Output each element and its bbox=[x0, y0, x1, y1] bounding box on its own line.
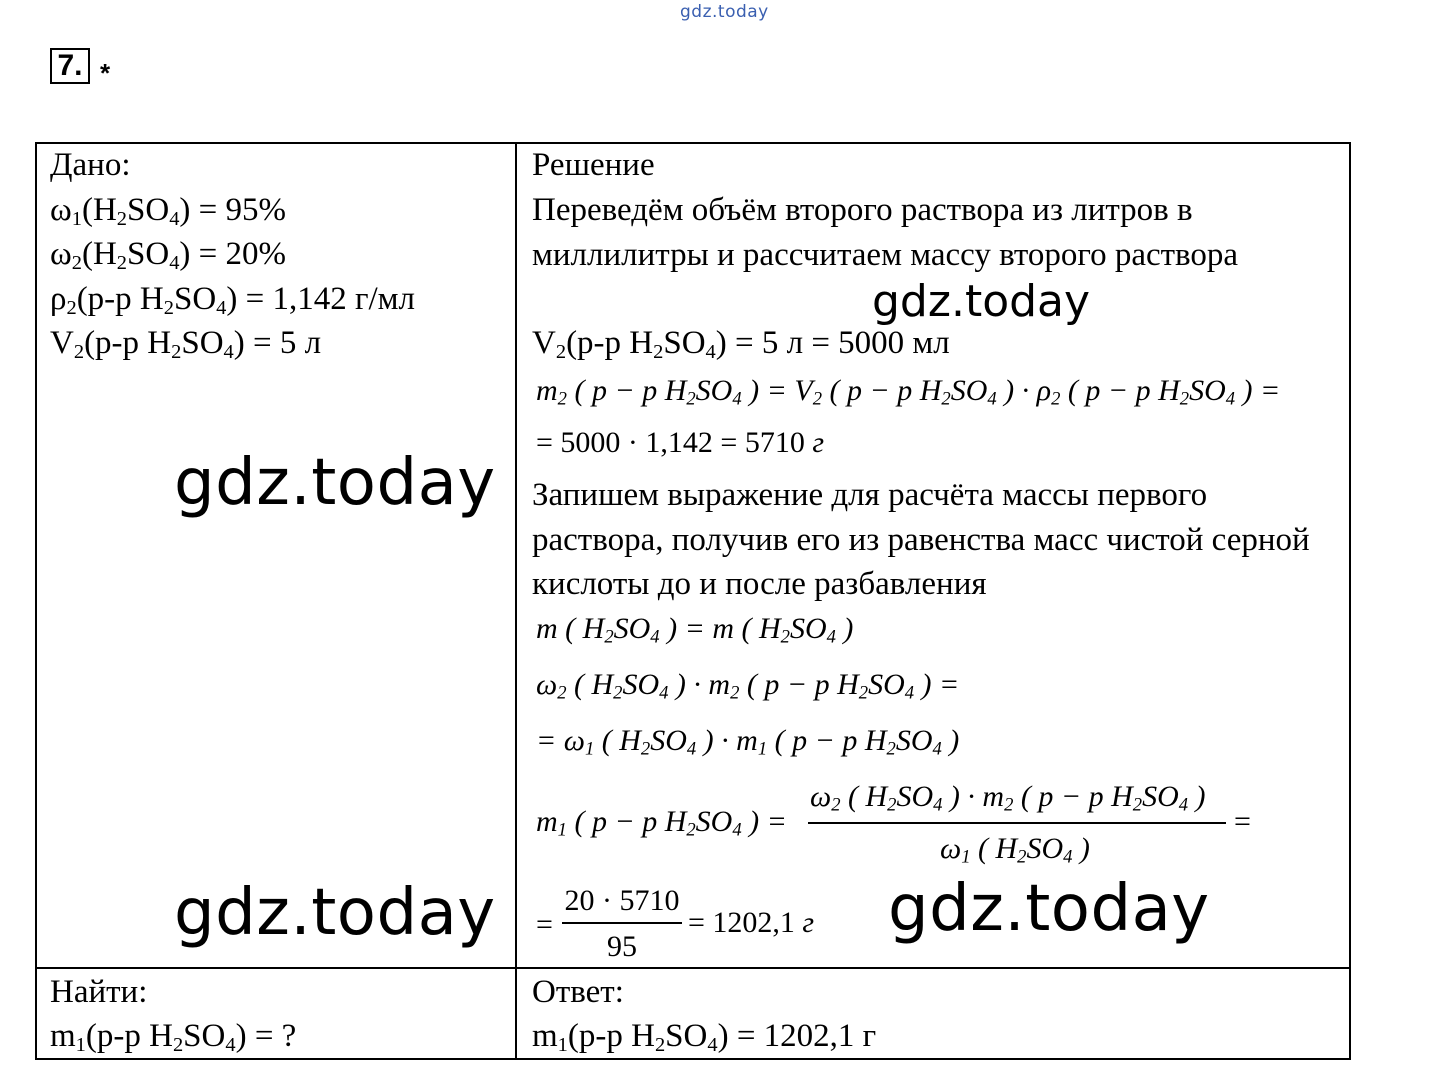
problem-number: 7. bbox=[50, 48, 90, 84]
find-heading: Найти: bbox=[50, 974, 148, 1010]
given-line-density: $\rho_2(р-р$ $H_2SO_4) = 1,142$ г/мл bbox=[50, 281, 416, 320]
solution-text-1: Переведём объём второго раствора из литров в миллилитры и рассчитаем массу второго раствора bbox=[532, 192, 1239, 273]
equation-m1-denominator: $\omega_1$ ( $H_2SO_4$ ) bbox=[940, 832, 1090, 868]
equation-m1-tail: = bbox=[1234, 805, 1251, 838]
difficulty-mark: * bbox=[100, 58, 111, 88]
answer-heading: Ответ: bbox=[532, 974, 624, 1010]
equation-omega-line-1: $\omega_2$ ( $H_2SO_4$ ) · $m_2$ ( p − p $H_2SO_4$ ) = bbox=[536, 668, 960, 704]
equation-m1-left: $m_1$ ( p − p $H_2SO_4$ ) = bbox=[536, 805, 787, 841]
equation-final-result: = 1202,1 г bbox=[688, 906, 815, 939]
equation-final-prefix: = bbox=[536, 908, 553, 941]
find-line: $m_1(р-р$ $H_2SO_4$) = ? bbox=[50, 1018, 297, 1057]
equation-final-numerator: 20 · 5710 bbox=[564, 884, 680, 917]
equation-m1-fraction-bar bbox=[808, 822, 1226, 824]
given-line-omega2: $\omega_2(H_2SO_4) = 20\%$ bbox=[50, 236, 286, 275]
solution-text-2: Запишем выражение для расчёта массы первого раствора, получив его из равенства масс чистой серной кислоты до и после разбавления bbox=[532, 477, 1310, 602]
table-row-divider bbox=[35, 967, 1351, 969]
equation-m1-numerator: $\omega_2$ ( $H_2SO_4$ ) · $m_2$ ( p − p $H_2SO_4$ ) bbox=[810, 780, 1206, 816]
given-line-volume: $V_2(р-р$ $H_2SO_4) = 5$ л bbox=[50, 325, 322, 364]
solution-heading: Решение bbox=[532, 147, 655, 183]
watermark-left-middle: gdz.today bbox=[174, 446, 496, 520]
equation-omega-line-2: = $\omega_1$ ( $H_2SO_4$ ) · $m_1$ ( p − p $H_2SO_4$ ) bbox=[536, 724, 960, 760]
table-column-divider bbox=[515, 142, 517, 1060]
equation-mass-equality: m ( $H_2SO_4$ ) = m ( $H_2SO_4$ ) bbox=[536, 612, 854, 648]
given-line-omega1: $\omega_1(H_2SO_4) = 95\%$ bbox=[50, 192, 286, 231]
answer-line: $m_1(р-р$ $H_2SO_4) = 1202,1$ г bbox=[532, 1018, 877, 1057]
watermark-mid: gdz.today bbox=[872, 276, 1091, 327]
equation-mass-2-result: = 5000 · 1,142 = 5710 г bbox=[536, 426, 825, 459]
equation-mass-2: $m_2$ ( p − p $H_2SO_4$ ) = $V_2$ ( p − p $H_2SO_4$ ) · $\rho_2$ ( p − p $H_2SO_4$ ) = bbox=[536, 374, 1281, 410]
watermark-right-bottom: gdz.today bbox=[888, 872, 1210, 946]
equation-final-denominator: 95 bbox=[607, 930, 637, 963]
watermark-left-bottom: gdz.today bbox=[174, 876, 496, 950]
solution-volume-conversion: $V_2(р-р$ $H_2SO_4) = 5$ л = 5000 мл bbox=[532, 325, 950, 364]
equation-final-fraction-bar bbox=[562, 922, 682, 924]
watermark-top: gdz.today bbox=[680, 2, 769, 22]
given-heading: Дано: bbox=[50, 147, 131, 183]
